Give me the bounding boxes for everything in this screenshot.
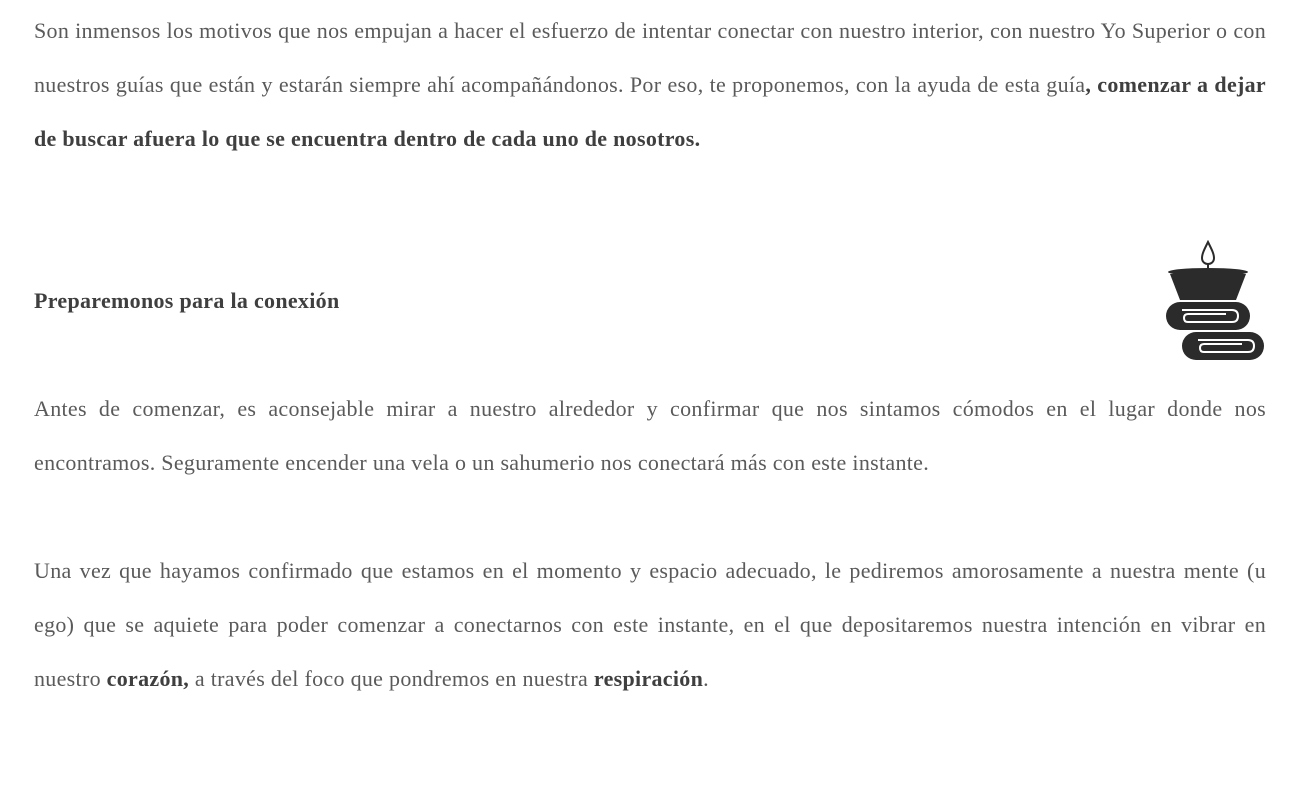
candle-on-stones-icon [1162, 240, 1268, 362]
intro-text: Son inmensos los motivos que nos empujan a hacer el esfuerzo de intentar conectar con nuestro interior, con nuestro Yo Superior o con nuestros guías que están y estarán siempre ahí acompañándonos. Por eso, te proponemos, con la ayuda de esta guía [34, 18, 1266, 97]
intention-text-b: a través del foco que pondremos en nuestra [189, 666, 594, 691]
intention-paragraph [34, 544, 1266, 706]
intention-text-c: . [703, 666, 709, 691]
preparation-paragraph: Antes de comenzar, es aconsejable mirar a nuestro alrededor y confirmar que nos sintamos cómodos en el lugar donde nos encontramos. Seguramente encender una vela o un sahumerio nos conectará más con este instante. [34, 396, 1266, 475]
intention-text-a: Una vez que hayamos confirmado que estamos en el momento y espacio adecuado, le pediremos amorosamente a nuestra mente (u ego) que se aquiete para poder comenzar a conectarnos con este instante, en el que depositaremos nuestra intención en vibrar en nuestro [34, 558, 1266, 691]
section-heading: Preparemonos para la conexión [34, 288, 340, 313]
intro-paragraph [34, 4, 1266, 166]
intro-bold-text: , comenzar a dejar de buscar afuera lo que se encuentra dentro de cada uno de nosotros. [34, 72, 1266, 151]
intention-bold-breath: respiración [593, 666, 704, 691]
intention-bold-heart: corazón, [106, 666, 190, 691]
